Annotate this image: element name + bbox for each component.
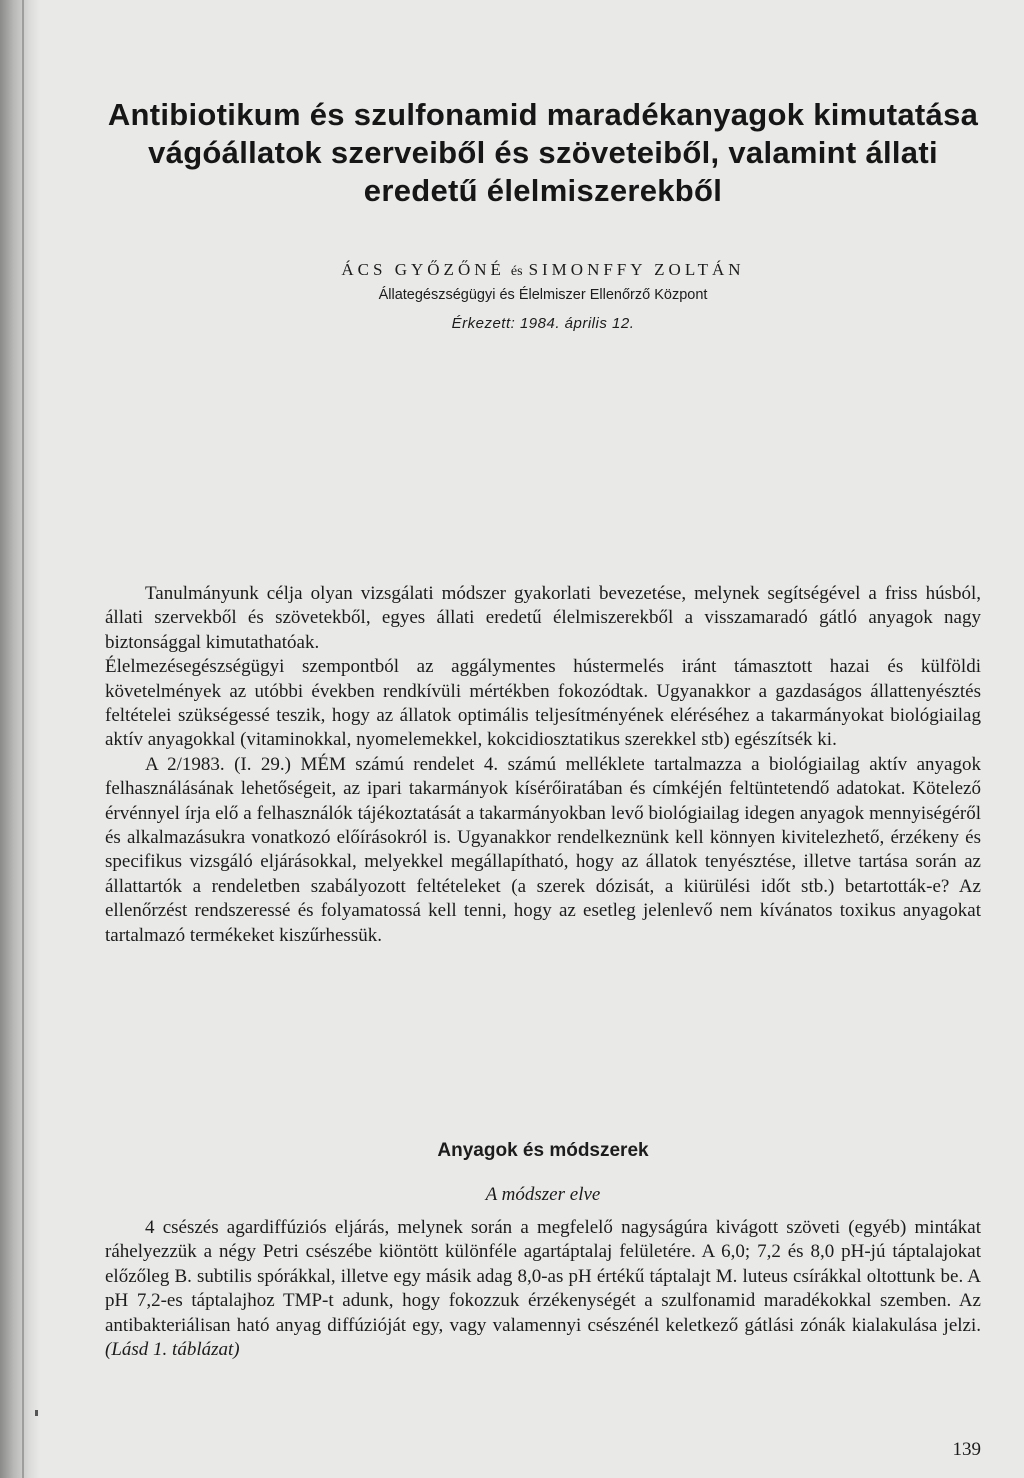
intro-paragraph-1: Tanulmányunk célja olyan vizsgálati módszer gyakorlati bevezetése, melynek segítségével a friss húsból, állati szervekből és szövetekből, egyes állati eredetű élelmiszerekből a visszamaradó gátló anyagok nagy biztonsággal kimutathatóak. [105, 583, 981, 653]
author-1: ÁCS GYŐZŐNÉ [341, 260, 505, 279]
title-line-3: eredetű élelmiszerekből [363, 173, 723, 208]
intro-paragraph-3: A 2/1983. (I. 29.) MÉM számú rendelet 4. számú melléklete tartalmazza a biológiailag aktív anyagok felhasználásának lehetőségeit, az ipari takarmányok kísérőiratában és címkéjén feltüntetendő adatokat. Kötelező érvénnyel írja elő a felhasználók tájékoztatását a takarmányokban levő biológiailag idegen anyagok mennyiségéről és alkalmazásukra vonatkozó előírásokról is. Ugyanakkor rendelkeznünk kell könnyen kivitelezhető, érzékeny és specifikus vizsgáló eljárásokkal, melyekkel megállapítható, hogy az állatok tenyésztése, illetve tartása során az állattartók a rendeletben szabályozott feltételeket (a szerek dózisát, a kiürülési időt stb.) betartották-e? Az ellenőrzést rendszeressé és folyamatossá kell tenni, hogy az esetleg jelenlevő nem kívánatos toxikus anyagokat tartalmazó termékeket kiszűrhessük. [105, 753, 981, 946]
article-title [105, 96, 981, 210]
author-line [105, 259, 981, 283]
introduction [105, 582, 981, 948]
subsection-heading: A módszer elve [485, 1184, 601, 1205]
title-line-1: Antibiotikum és szulfonamid maradékanyagok kimutatása [107, 97, 979, 132]
methods-section [105, 1216, 981, 1362]
section-heading: Anyagok és módszerek [437, 1140, 649, 1161]
intro-paragraph-2: Élelmezésegészségügyi szempontból az aggálymentes hústermelés iránt támasztott hazai és külföldi követelmények az utóbbi években rendkívüli mértékben fokozódtak. Ugyanakkor a gazdaságos állattenyésztés feltételei szükségessé teszik, hogy az állatok optimális teljesítményének eléréséhez a takarmányokat biológiailag aktív anyagokkal (vitaminokkal, nyomelemekkel, kokcidiosztatikus szerekkel stb) egészítsék ki. [105, 656, 981, 751]
title-line-2: vágóállatok szerveiből és szöveteiből, valamint állati [148, 135, 938, 170]
methods-paragraph [105, 1216, 981, 1362]
article-page [105, 96, 981, 1361]
methods-text: 4 csészés agardiffúziós eljárás, melynek során a megfelelő nagyságúra kivágott szöveti (egyéb) mintákat ráhelyezzük a négy Petri csészébe kiöntött különféle agartáptalaj felületére. A 6,0; 7,2 és 8,0 pH-jú táptalajokat előzőleg B. subtilis spórákkal, illetve egy másik adag 8,0-as pH értékű táptalajt M. luteus csírákkal oltottunk be. A pH 7,2-es táptalajhoz TMP-t adunk, hogy fokozzuk érzékenységét a szulfonamid maradékokkal szemben. Az antibakteriálisan ható anyag diffúzióját egy, vagy valamennyi csészénél keletkező gátlási zónák kialakulása jelzi. [105, 1217, 981, 1336]
page-binding-line [22, 0, 24, 1478]
table-reference: (Lásd 1. táblázat) [105, 1339, 240, 1361]
institution: Állategészségügyi és Élelmiszer Ellenőrző Központ [378, 287, 708, 303]
author-2: SIMONFFY ZOLTÁN [528, 260, 745, 279]
page-number: 139 [952, 1439, 981, 1460]
received-date: Érkezett: 1984. április 12. [451, 315, 635, 332]
author-conjunction: és [510, 264, 523, 279]
page-edge-mark [35, 1410, 38, 1416]
page-binding-shadow [0, 0, 40, 1478]
